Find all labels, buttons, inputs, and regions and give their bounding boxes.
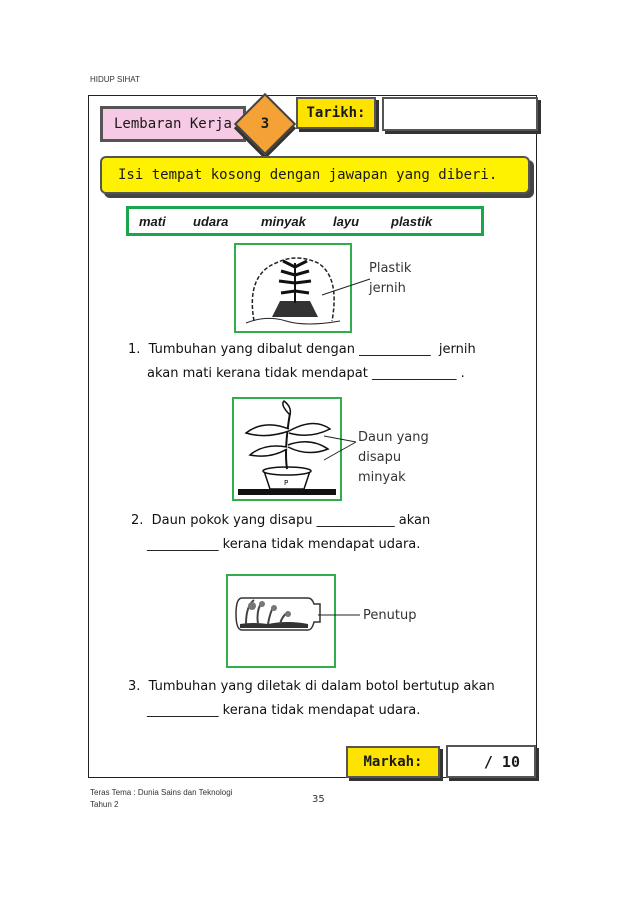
footer-year: Tahun 2 <box>90 800 119 809</box>
word-bank-item: layu <box>333 214 360 229</box>
word-bank-item: plastik <box>391 214 433 229</box>
worksheet-label: Lembaran Kerja <box>100 106 246 142</box>
figure-1-label: Plastik jernih <box>369 261 412 296</box>
figure-2-label: Daun yang disapu minyak <box>358 430 429 485</box>
plant-in-bottle-icon <box>228 576 334 666</box>
score-label: Markah: <box>346 746 440 778</box>
page-number: 35 <box>312 794 325 805</box>
word-bank-item: udara <box>193 214 229 229</box>
figure-3-label: Penutup <box>363 608 417 623</box>
svg-text:P: P <box>284 479 289 487</box>
subject-header: HIDUP SIHAT <box>90 75 140 84</box>
question-1-line-1: 1. Tumbuhan yang dibalut dengan ___________ jernih <box>128 342 476 357</box>
question-2-line-1: 2. Daun pokok yang disapu ____________ akan <box>131 513 431 528</box>
word-bank <box>126 206 484 236</box>
question-3-line-2: ___________ kerana tidak mendapat udara. <box>147 703 421 718</box>
date-label: Tarikh: <box>296 97 376 129</box>
figure-2-pointers <box>322 430 358 466</box>
worksheet-number: 3 <box>260 116 270 132</box>
footer-theme: Teras Tema : Dunia Sains dan Teknologi <box>90 788 233 797</box>
question-2-line-2: ___________ kerana tidak mendapat udara. <box>147 537 421 552</box>
figure-3-frame <box>226 574 336 668</box>
instruction-banner <box>100 156 530 194</box>
question-1-line-2: akan mati kerana tidak mendapat _____________ . <box>147 366 465 381</box>
word-bank-item: mati <box>139 214 166 229</box>
question-3-line-1: 3. Tumbuhan yang diletak di dalam botol bertutup akan <box>128 679 495 694</box>
figure-1-pointer <box>320 275 372 297</box>
word-bank-item: minyak <box>261 214 306 229</box>
score-field[interactable]: / 10 <box>446 745 536 778</box>
figure-3-pointer <box>318 612 362 618</box>
instruction-text: Isi tempat kosong dengan jawapan yang diberi. <box>118 167 498 183</box>
date-field[interactable] <box>382 97 538 131</box>
